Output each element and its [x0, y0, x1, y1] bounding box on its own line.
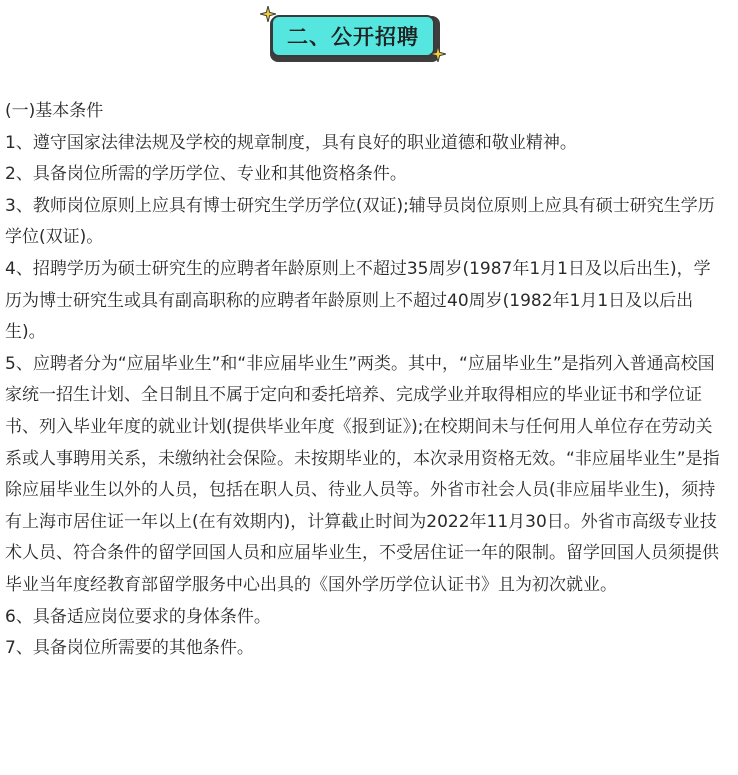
sparkle-icon [430, 46, 446, 62]
condition-item-6: 6、具备适应岗位要求的身体条件。 [5, 606, 271, 627]
article-body [5, 96, 727, 665]
condition-item-5: 5、应聘者分为“应届毕业生”和“非应届毕业生”两类。其中，“应届毕业生”是指列入普通高校国家统一招生计划、全日制且不属于定向和委托培养、完成学业并取得相应的毕业证书和学位证书、列入毕业年度的就业计划(提供毕业年度《报到证》);在校期间未与任何用人单位存在劳动关系或人事聘用关系，未缴纳社会保险。未按期毕业的，本次录用资格无效。“非应届毕业生”是指除应届毕业生以外的人员，包括在职人员、待业人员等。外省市社会人员(非应届毕业生)，须持有上海市居住证一年以上(在有效期内)，计算截止时间为2022年11月30日。外省市高级专业技术人员、符合条件的留学回国人员和应届毕业生，不受居住证一年的限制。留学回国人员须提供毕业当年度经教育部留学服务中心出具的《国外学历学位认证书》且为初次就业。 [5, 353, 720, 595]
section-header [260, 6, 450, 68]
condition-item-1: 1、遵守国家法律法规及学校的规章制度，具有良好的职业道德和敬业精神。 [5, 132, 577, 153]
condition-item-4: 4、招聘学历为硕士研究生的应聘者年龄原则上不超过35周岁(1987年1月1日及以后出生)，学历为博士研究生或具有副高职称的应聘者年龄原则上不超过40周岁(1982年1月1日及以后出生)。 [5, 258, 711, 343]
section-title: 二、公开招聘 [271, 15, 435, 57]
subsection-heading: (一)基本条件 [5, 101, 104, 121]
condition-item-2: 2、具备岗位所需的学历学位、专业和其他资格条件。 [5, 164, 407, 185]
condition-item-7: 7、具备岗位所需要的其他条件。 [5, 638, 254, 659]
condition-item-3: 3、教师岗位原则上应具有博士研究生学历学位(双证);辅导员岗位原则上应具有硕士研究生学历学位(双证)。 [5, 195, 715, 248]
